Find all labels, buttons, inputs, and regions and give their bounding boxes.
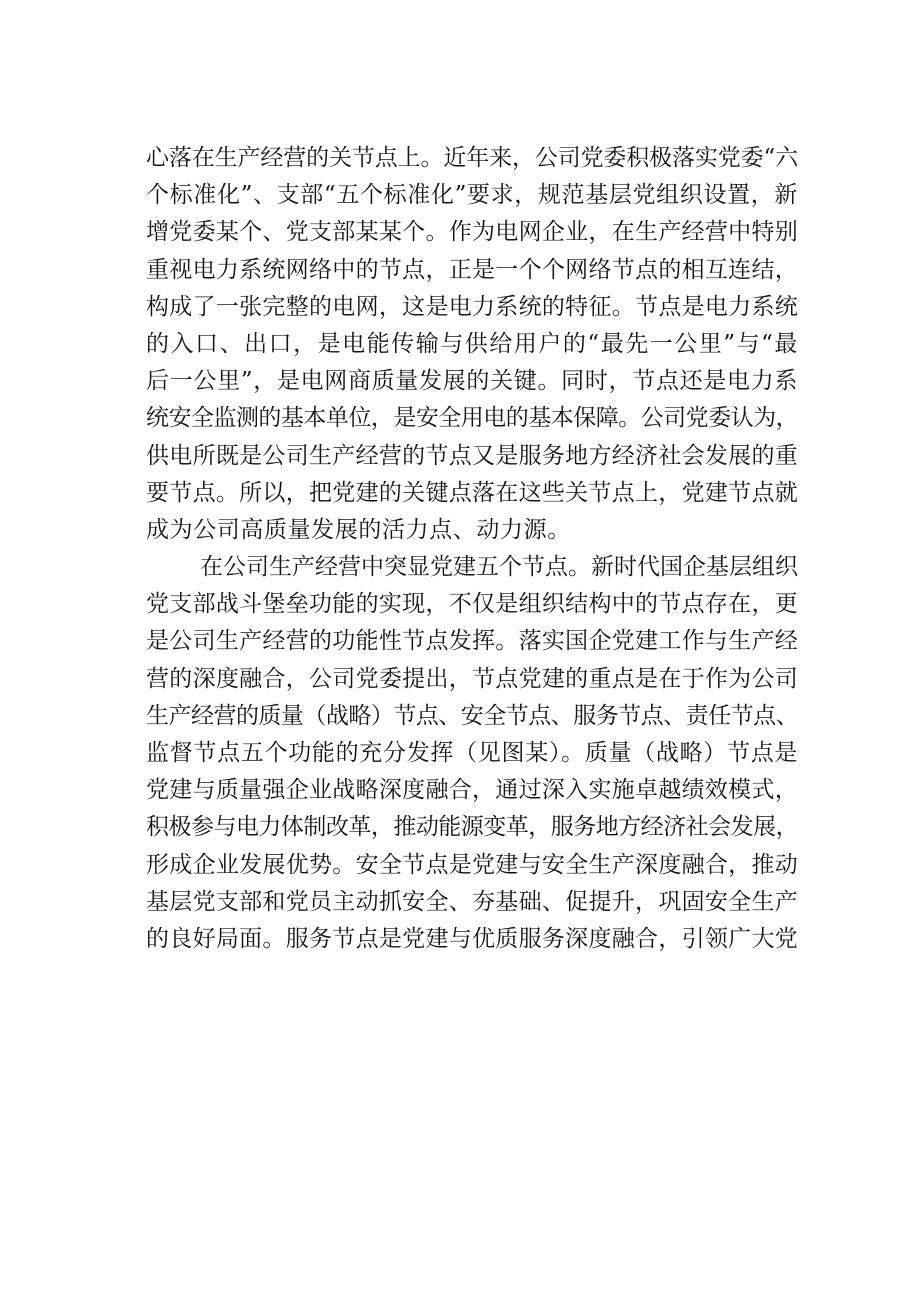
text-line: 供电所既是公司生产经营的节点又是服务地方经济社会发展的重 xyxy=(146,442,798,469)
text-line: 成为公司高质量发展的活力点、动力源。 xyxy=(146,516,571,543)
text-line: 的入口、出口，是电能传输与供给用户的“最先一公里”与“最 xyxy=(146,330,798,357)
text-line: 在公司生产经营中突显党建五个节点。新时代国企基层组织 xyxy=(200,554,798,581)
text-line: 党建与质量强企业战略深度融合，通过深入实施卓越绩效模式， xyxy=(146,777,798,804)
text-line: 党支部战斗堡垒功能的实现，不仅是组织结构中的节点存在，更 xyxy=(146,591,798,618)
paragraph-2 xyxy=(146,549,798,958)
text-line: 个标准化”、支部“五个标准化”要求，规范基层党组织设置，新 xyxy=(146,182,798,209)
text-line: 的良好局面。服务节点是党建与优质服务深度融合，引领广大党 xyxy=(146,925,798,952)
text-line: 后一公里”，是电网商质量发展的关键。同时，节点还是电力系 xyxy=(146,368,798,395)
text-line: 基层党支部和党员主动抓安全、夯基础、促提升，巩固安全生产 xyxy=(146,888,798,915)
text-line: 是公司生产经营的功能性节点发挥。落实国企党建工作与生产经 xyxy=(146,628,798,655)
text-line: 心落在生产经营的关节点上。近年来，公司党委积极落实党委“六 xyxy=(146,145,798,171)
text-line: 形成企业发展优势。安全节点是党建与安全生产深度融合，推动 xyxy=(146,851,798,878)
text-line: 生产经营的质量（战略）节点、安全节点、服务节点、责任节点、 xyxy=(146,702,798,729)
text-line: 构成了一张完整的电网，这是电力系统的特征。节点是电力系统 xyxy=(146,293,798,320)
text-line: 营的深度融合，公司党委提出，节点党建的重点是在于作为公司 xyxy=(146,665,798,692)
text-line: 监督节点五个功能的充分发挥（见图某）。质量（战略）节点是 xyxy=(146,740,798,766)
text-line: 积极参与电力体制改革，推动能源变革，服务地方经济社会发展， xyxy=(146,814,798,841)
body-text xyxy=(146,140,798,958)
text-line: 重视电力系统网络中的节点，正是一个个网络节点的相互连结， xyxy=(146,256,798,283)
text-line: 统安全监测的基本单位，是安全用电的基本保障。公司党委认为， xyxy=(146,405,798,432)
text-line: 要节点。所以，把党建的关键点落在这些关节点上，党建节点就 xyxy=(146,479,798,506)
text-line: 增党委某个、党支部某某个。作为电网企业，在生产经营中特别 xyxy=(146,219,798,246)
paragraph-1 xyxy=(146,140,798,549)
